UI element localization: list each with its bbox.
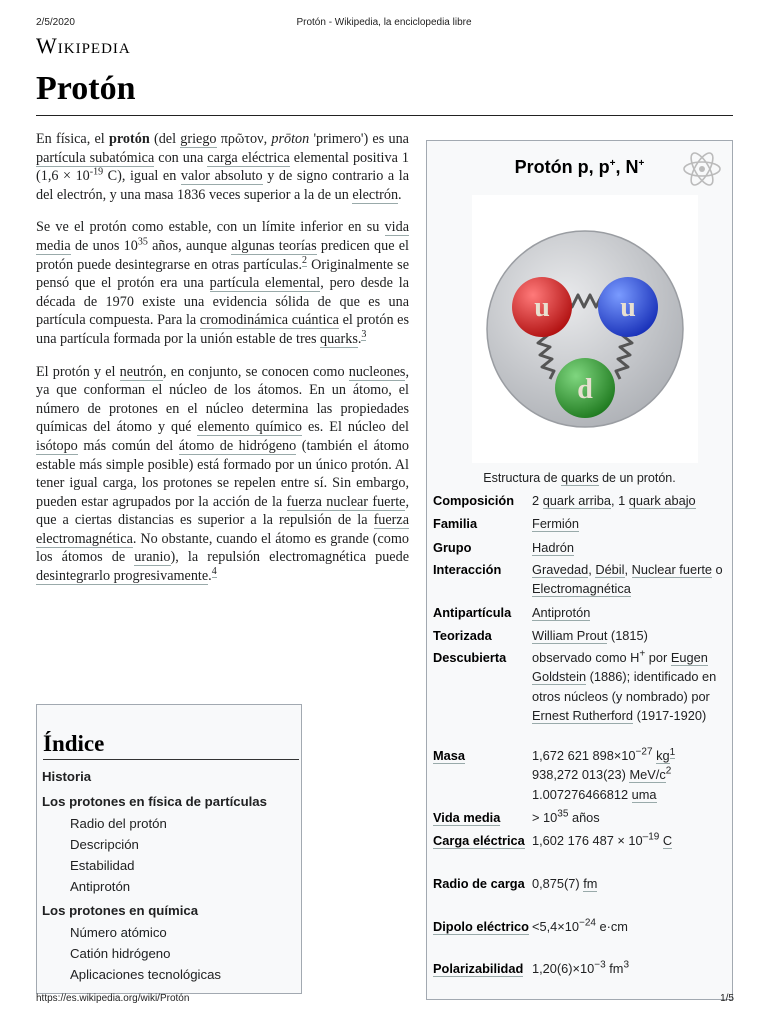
link-vida-media[interactable]: vida media <box>36 219 409 254</box>
link-electron[interactable]: electrón <box>352 186 399 203</box>
link-electromagnetica[interactable]: Electromagnética <box>532 581 631 597</box>
link-carga-label[interactable]: Carga eléctrica <box>433 833 525 848</box>
toc-item-estabilidad[interactable]: Estabilidad <box>70 858 135 873</box>
infobox-caption: Estructura de quarks de un protón. <box>483 471 676 485</box>
link-algunas-teorias[interactable]: algunas teorías <box>231 237 317 254</box>
quark-label-2: u <box>620 292 636 323</box>
link-neutron[interactable]: neutrón <box>119 363 163 380</box>
print-page-number: 1/5 <box>720 993 734 1004</box>
toc-item-descripcion[interactable]: Descripción <box>70 837 139 852</box>
row-polarizabilidad: Polarizabilidad $1,20(6)\times 10^{-3}$ $fm^3$ <box>433 959 630 976</box>
atom-icon <box>682 147 722 191</box>
link-kg[interactable]: kg <box>656 748 670 763</box>
link-elemento-quimico[interactable]: elemento químico <box>197 419 302 436</box>
link-fuerza-nuclear-fuerte[interactable]: fuerza nuclear fuerte <box>286 493 406 510</box>
toc-item-aplicaciones[interactable]: Aplicaciones tecnológicas <box>70 967 222 982</box>
link-masa[interactable]: Masa <box>433 748 466 763</box>
toc-list <box>37 766 301 985</box>
toc-title: Índice <box>43 731 299 760</box>
link-atomo-hidrogeno[interactable]: átomo de hidrógeno <box>178 437 297 454</box>
paragraph-3: El protón y el neutrón, en conjunto, se conocen como nucleones, ya que conforman el núcleo de los átomos. En un átomo, el número de protones en el núcleo determina las propiedades químicas del átomo y qué elemento químico es. El núcleo del isótopo más común del átomo de hidrógeno (también el átomo estable más simple posible) está formado por un único protón. Al tener igual carga, los protones se repelen entre sí. Sin embargo, pueden estar agrupados por la acción de la fuerza nuclear fuerte, que a ciertas distancias es superior a la repulsión de la fuerza electromagnética. No obstante, cuando el átomo es grande (como los átomos de uranio), la repulsión electromagnética puede desintegrarlo progresivamente.$^4$ <box>36 363 409 585</box>
row-grupo: Grupo Hadrón <box>433 540 574 555</box>
link-antiproton[interactable]: Antiprotón <box>532 605 591 620</box>
paragraph-2: Se ve el protón como estable, con un límite inferior en su vida media de unos $10^{35}$ años, aunque algunas teorías predicen que el protón puede desintegrarse en otras partículas.$^2$ Originalmente se pensó que el protón era una partícula elemental, pero desde la década de 1970 existe una evidencia sólida de que es una partícula compuesta. Para la cromodinámica cuántica el protón es una partícula formada por la unión estable de tres quarks.$^3$ <box>36 219 409 347</box>
link-uma[interactable]: uma <box>631 786 657 802</box>
bold-term: protón <box>109 131 150 147</box>
link-dipolo-label[interactable]: Dipolo eléctrico <box>433 919 529 934</box>
link-nucleones[interactable]: nucleones <box>348 363 406 380</box>
quark-label-1: u <box>534 292 550 323</box>
link-eugen-goldstein[interactable]: Eugen Goldstein <box>532 650 708 685</box>
link-particula-subatomica[interactable]: partícula subatómica <box>36 149 155 166</box>
infobox-title: Protón p, p+, N+ <box>514 157 645 177</box>
link-gravedad[interactable]: Gravedad <box>532 562 589 577</box>
link-quarks[interactable]: quarks <box>320 330 358 347</box>
link-debil[interactable]: Débil <box>595 562 625 577</box>
wikipedia-wordmark[interactable]: Wikipedia <box>36 33 131 58</box>
toc-item-numero-atomico[interactable]: Número atómico <box>70 925 167 940</box>
link-vida-media-label[interactable]: Vida media <box>433 810 501 825</box>
link-particula-elemental[interactable]: partícula elemental <box>209 275 321 292</box>
quark-label-3: d <box>577 374 593 405</box>
link-quark-arriba[interactable]: quark arriba <box>542 493 611 508</box>
row-teorizada: Teorizada William Prout (1815) <box>433 628 648 643</box>
link-william-prout[interactable]: William Prout <box>532 628 608 643</box>
link-fm[interactable]: fm <box>583 876 598 891</box>
article-body <box>36 130 409 600</box>
link-griego[interactable]: griego <box>180 131 217 147</box>
ref-2[interactable]: 2 <box>302 254 307 266</box>
title-divider <box>36 115 733 116</box>
link-isotopo[interactable]: isótopo <box>36 437 78 454</box>
link-caption-quarks[interactable]: quarks <box>561 471 599 485</box>
link-cromodinamica[interactable]: cromodinámica cuántica <box>199 312 339 329</box>
row-composicion: Composición 2 quark arriba, 1 quark abajo <box>433 493 696 508</box>
ref-3[interactable]: 3 <box>361 329 367 341</box>
link-quark-abajo[interactable]: quark abajo <box>628 493 696 508</box>
ref-4[interactable]: 4 <box>211 566 217 578</box>
link-ernest-rutherford[interactable]: Ernest Rutherford <box>532 708 634 724</box>
link-carga-electrica[interactable]: carga eléctrica <box>207 149 290 166</box>
toc-item-radio[interactable]: Radio del protón <box>70 816 167 831</box>
toc-item-historia[interactable]: Historia <box>42 769 92 784</box>
row-descubierta: Descubierta observado como H+ por Eugen Goldstein (1886); identificado en otros núcleos (y nombrado) por Ernest Rutherford (1917-1920) <box>433 648 717 724</box>
paragraph-1: En física, el protón (del griego πρῶτον, prōton 'primero') es una partícula subatómica con una carga eléctrica elemental positiva 1 ($1,6 \times 10^{-19}$ C), igual en valor absoluto y de signo contrario a la del electrón, y una masa 1836 veces superior a la de un electrón. <box>36 131 409 203</box>
proton-quark-diagram[interactable] <box>472 195 698 463</box>
print-doc-title: Protón - Wikipedia, la enciclopedia libre <box>296 17 472 28</box>
toc-item-cation[interactable]: Catión hidrógeno <box>70 946 171 961</box>
print-date: 2/5/2020 <box>36 17 75 28</box>
link-hadron[interactable]: Hadrón <box>532 540 574 555</box>
link-uranio[interactable]: uranio <box>134 549 171 566</box>
toc-item-fisica-particulas[interactable]: Los protones en física de partículas <box>42 794 267 809</box>
row-dipolo: Dipolo eléctrico $<5,4\times 10^{-24}$ e·cm <box>433 917 628 934</box>
row-carga: Carga eléctrica 1,602 176 $487 \times 10^{-19}$ C <box>433 831 673 848</box>
link-desintegrarlo[interactable]: desintegrarlo progresivamente <box>36 568 209 585</box>
row-radio: Radio de carga 0,875(7) fm <box>433 876 598 891</box>
toc-item-antiproton[interactable]: Antiprotón <box>70 879 131 894</box>
link-mev[interactable]: MeV/c <box>629 767 666 783</box>
row-vida-media: Vida media > $10^{35}$ años <box>433 808 600 825</box>
link-fuerza-electromagnetica[interactable]: fuerza electromagnética <box>36 512 409 547</box>
table-of-contents <box>36 704 302 994</box>
row-interaccion: Interacción Gravedad, Débil, Nuclear fuerte o Electromagnética <box>433 562 723 597</box>
ref-1[interactable]: 1 <box>669 746 676 758</box>
link-polarizabilidad[interactable]: Polarizabilidad <box>433 961 524 976</box>
link-coulomb[interactable]: C <box>662 833 673 848</box>
infobox <box>426 140 733 1000</box>
row-masa: Masa 1,672 621 $898\times 10^{-27}$ $kg^1$ 938,272 013(23) MeV/$c^2$ 1.007276466812 uma <box>433 746 676 802</box>
page-title: Protón <box>36 70 136 107</box>
link-valor-absoluto[interactable]: valor absoluto <box>180 168 263 185</box>
link-nuclear-fuerte[interactable]: Nuclear fuerte <box>631 562 712 577</box>
row-antiparticula: Antipartícula Antiprotón <box>433 605 591 620</box>
row-familia: Familia Fermión <box>433 516 579 531</box>
infobox-rows <box>433 491 729 981</box>
link-fermion[interactable]: Fermión <box>532 516 579 531</box>
toc-item-quimica[interactable]: Los protones en química <box>42 903 199 918</box>
print-url: https://es.wikipedia.org/wiki/Protón <box>36 993 190 1004</box>
